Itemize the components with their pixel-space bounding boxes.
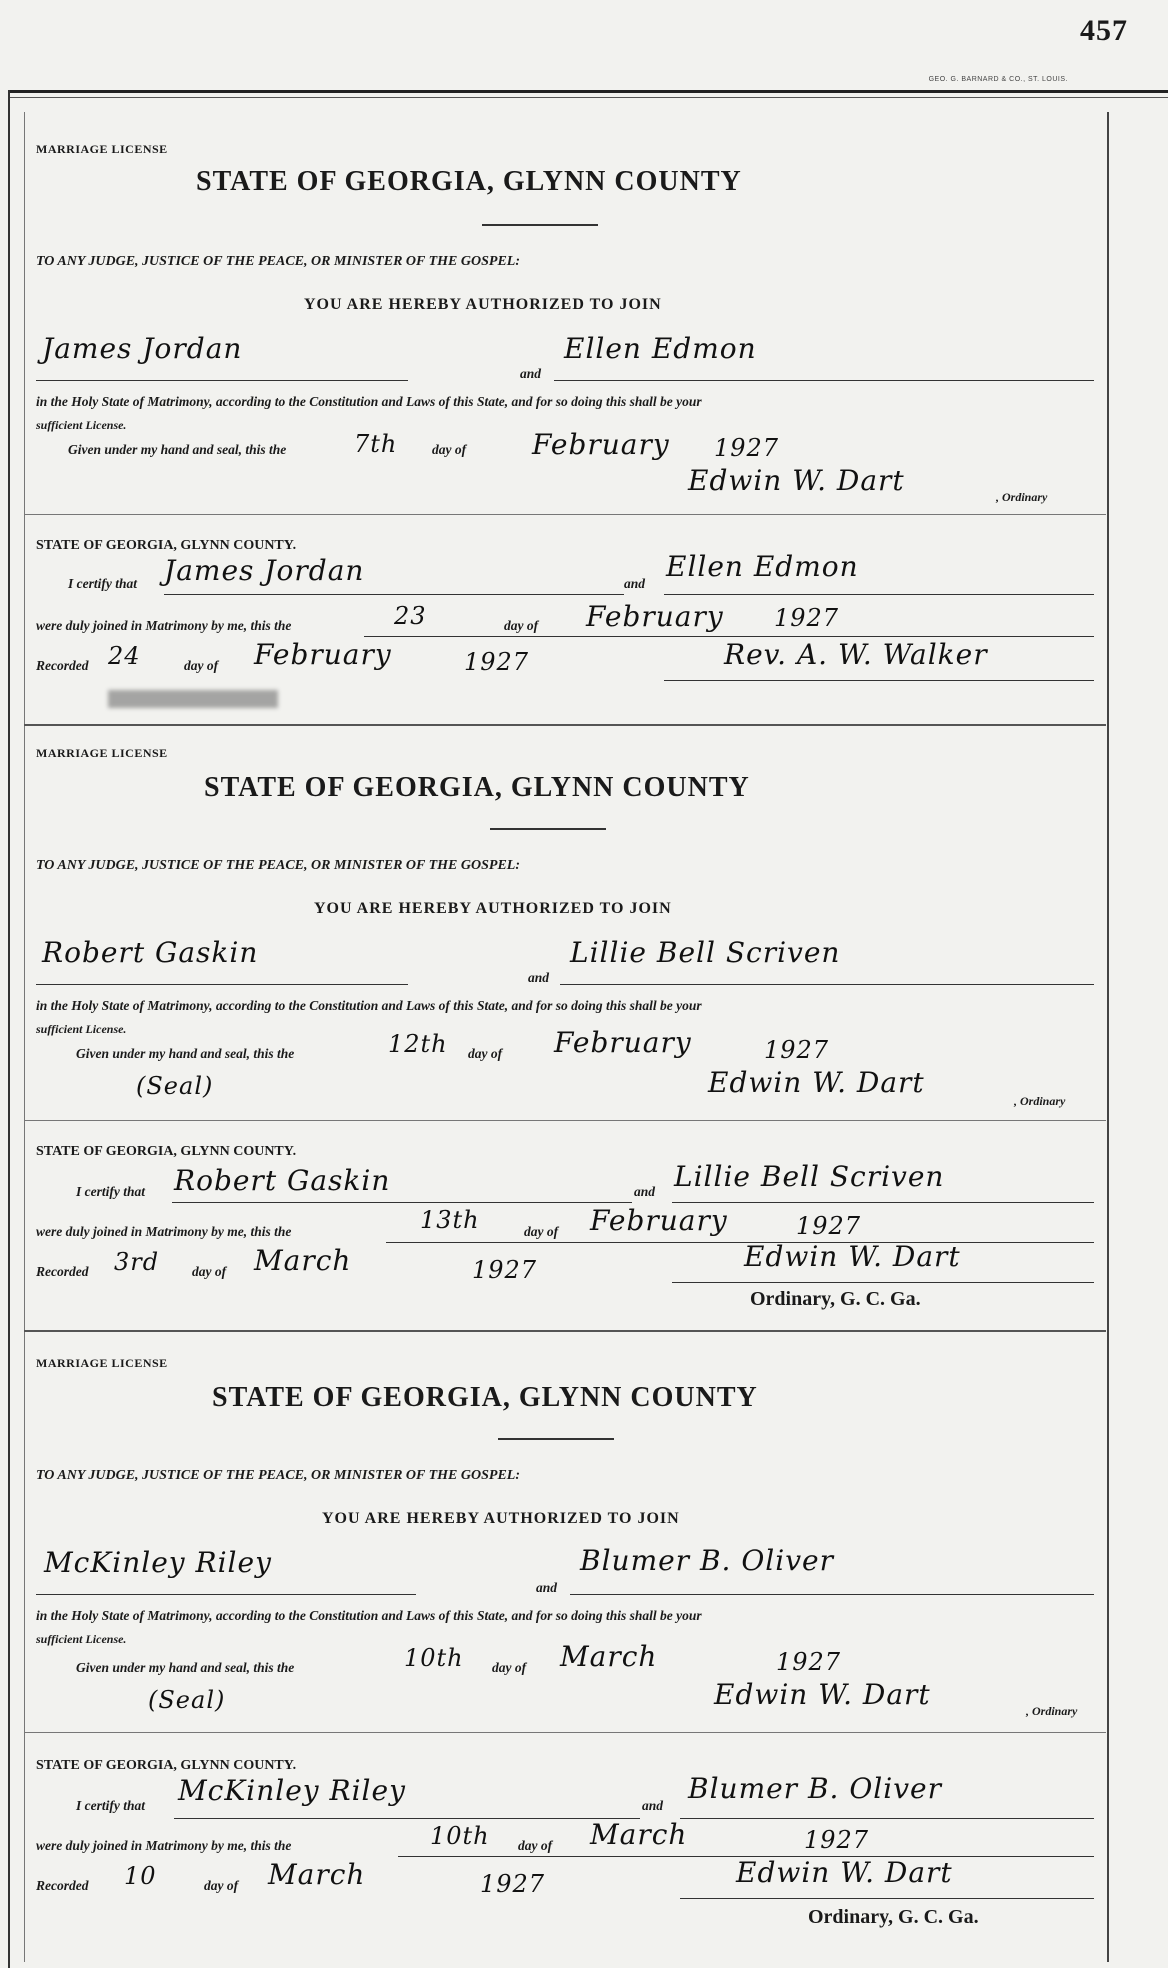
printer-mark: GEO. G. BARNARD & CO., ST. LOUIS. bbox=[928, 76, 1068, 83]
joined-label: were duly joined in Matrimony by me, this the bbox=[36, 1224, 292, 1239]
wed-day: 23 bbox=[394, 602, 427, 630]
license-title: STATE OF GEORGIA, GLYNN COUNTY bbox=[212, 1382, 758, 1413]
marriage-certificate-2 bbox=[24, 1120, 1106, 1332]
cert-heading: STATE OF GEORGIA, GLYNN COUNTY. bbox=[36, 1758, 297, 1773]
marriage-license-1 bbox=[24, 112, 1106, 515]
bride-name: Ellen Edmon bbox=[564, 332, 757, 365]
authorized-line: YOU ARE HEREBY AUTHORIZED TO JOIN bbox=[314, 900, 672, 917]
recorded-month: March bbox=[254, 1244, 352, 1277]
ordinary-signature: Edwin W. Dart bbox=[688, 464, 905, 497]
day-of-label: day of bbox=[184, 658, 219, 673]
ordinary-label: , Ordinary bbox=[996, 490, 1048, 504]
and-label: and bbox=[520, 366, 542, 381]
page-number: 457 bbox=[1080, 14, 1128, 47]
recorded-month: February bbox=[254, 638, 392, 671]
license-heading: MARRIAGE LICENSE bbox=[36, 1356, 168, 1370]
officiant-signature: Edwin W. Dart bbox=[744, 1240, 961, 1273]
wed-bride: Blumer B. Oliver bbox=[688, 1772, 942, 1805]
given-under-label: Given under my hand and seal, this the bbox=[76, 1660, 295, 1675]
wed-month: February bbox=[590, 1204, 728, 1237]
wed-year: 1927 bbox=[774, 604, 840, 632]
joined-label: were duly joined in Matrimony by me, this the bbox=[36, 618, 292, 633]
wed-groom: McKinley Riley bbox=[178, 1774, 406, 1807]
day-of-label: day of bbox=[192, 1264, 227, 1279]
given-under-label: Given under my hand and seal, this the bbox=[76, 1046, 295, 1061]
groom-line bbox=[36, 1594, 416, 1595]
day-of-label: day of bbox=[204, 1878, 239, 1893]
joined-line bbox=[364, 636, 1094, 637]
day-of-label: day of bbox=[524, 1224, 559, 1239]
license-heading: MARRIAGE LICENSE bbox=[36, 746, 168, 760]
wed-groom-line bbox=[164, 594, 624, 595]
authorized-line: YOU ARE HEREBY AUTHORIZED TO JOIN bbox=[322, 1510, 680, 1527]
license-heading: MARRIAGE LICENSE bbox=[36, 142, 168, 156]
groom-name: James Jordan bbox=[42, 332, 243, 365]
day-of-label: day of bbox=[432, 442, 467, 457]
bride-name: Blumer B. Oliver bbox=[580, 1544, 834, 1577]
addressee-line: TO ANY JUDGE, JUSTICE OF THE PEACE, OR MINISTER OF THE GOSPEL: bbox=[36, 1468, 520, 1483]
license-month: February bbox=[532, 428, 670, 461]
wed-month: March bbox=[590, 1818, 688, 1851]
cert-heading: STATE OF GEORGIA, GLYNN COUNTY. bbox=[36, 1144, 297, 1159]
addressee-line: TO ANY JUDGE, JUSTICE OF THE PEACE, OR MINISTER OF THE GOSPEL: bbox=[36, 858, 520, 873]
ordinary-label: , Ordinary bbox=[1026, 1704, 1078, 1718]
and-label: and bbox=[642, 1798, 664, 1813]
license-month: February bbox=[554, 1026, 692, 1059]
recorded-day: 10 bbox=[124, 1862, 157, 1890]
top-rule-thin bbox=[8, 97, 1168, 98]
marriage-certificate-3 bbox=[24, 1732, 1106, 1962]
groom-name: Robert Gaskin bbox=[42, 936, 259, 969]
license-year: 1927 bbox=[764, 1036, 830, 1064]
given-under-label: Given under my hand and seal, this the bbox=[68, 442, 287, 457]
ordinary-signature: Edwin W. Dart bbox=[708, 1066, 925, 1099]
license-day: 10th bbox=[404, 1644, 464, 1672]
top-rule bbox=[8, 90, 1168, 93]
cert-heading: STATE OF GEORGIA, GLYNN COUNTY. bbox=[36, 538, 297, 553]
groom-line bbox=[36, 984, 408, 985]
wed-groom-line bbox=[174, 1818, 640, 1819]
license-day: 7th bbox=[354, 430, 398, 458]
ordinary-label: , Ordinary bbox=[1014, 1094, 1066, 1108]
day-of-label: day of bbox=[492, 1660, 527, 1675]
groom-name: McKinley Riley bbox=[44, 1546, 272, 1579]
bride-name: Lillie Bell Scriven bbox=[570, 936, 841, 969]
ordinary-signature: Edwin W. Dart bbox=[714, 1678, 931, 1711]
wed-month: February bbox=[586, 600, 724, 633]
day-of-label: day of bbox=[504, 618, 539, 633]
matrimony-text: in the Holy State of Matrimony, according to the Constitution and Laws of this State, and for so doing this shall be your bbox=[36, 998, 702, 1013]
office-title: Ordinary, G. C. Ga. bbox=[750, 1288, 921, 1310]
recorded-year: 1927 bbox=[464, 648, 530, 676]
bride-line bbox=[570, 1594, 1094, 1595]
wed-groom-line bbox=[172, 1202, 632, 1203]
and-label: and bbox=[624, 576, 646, 591]
officiant-line bbox=[680, 1898, 1094, 1899]
office-title: Ordinary, G. C. Ga. bbox=[808, 1906, 979, 1928]
and-label: and bbox=[634, 1184, 656, 1199]
title-rule bbox=[490, 828, 606, 830]
groom-line bbox=[36, 380, 408, 381]
seal-note: (Seal) bbox=[136, 1072, 214, 1100]
license-year: 1927 bbox=[776, 1648, 842, 1676]
wed-day: 13th bbox=[420, 1206, 480, 1234]
title-rule bbox=[482, 224, 598, 226]
stamp-smudge bbox=[108, 690, 278, 708]
wed-year: 1927 bbox=[804, 1826, 870, 1854]
binding-margin bbox=[8, 90, 10, 1968]
license-day: 12th bbox=[388, 1030, 448, 1058]
marriage-certificate-1 bbox=[24, 514, 1106, 726]
day-of-label: day of bbox=[518, 1838, 553, 1853]
marriage-license-2 bbox=[24, 724, 1106, 1121]
recorded-label: Recorded bbox=[36, 658, 89, 673]
officiant-signature: Rev. A. W. Walker bbox=[724, 638, 988, 671]
license-month: March bbox=[560, 1640, 658, 1673]
wed-bride: Ellen Edmon bbox=[666, 550, 859, 583]
officiant-signature: Edwin W. Dart bbox=[736, 1856, 953, 1889]
license-year: 1927 bbox=[714, 434, 780, 462]
wed-groom: Robert Gaskin bbox=[174, 1164, 391, 1197]
recorded-year: 1927 bbox=[472, 1256, 538, 1284]
wed-day: 10th bbox=[430, 1822, 490, 1850]
bride-line bbox=[554, 380, 1094, 381]
matrimony-text: in the Holy State of Matrimony, according to the Constitution and Laws of this State, and for so doing this shall be your bbox=[36, 394, 702, 409]
joined-label: were duly joined in Matrimony by me, this the bbox=[36, 1838, 292, 1853]
certify-label: I certify that bbox=[68, 576, 137, 591]
certify-label: I certify that bbox=[76, 1184, 145, 1199]
matrimony-text: in the Holy State of Matrimony, according to the Constitution and Laws of this State, and for so doing this shall be your bbox=[36, 1608, 702, 1623]
wed-bride: Lillie Bell Scriven bbox=[674, 1160, 945, 1193]
addressee-line: TO ANY JUDGE, JUSTICE OF THE PEACE, OR MINISTER OF THE GOSPEL: bbox=[36, 254, 520, 269]
license-title: STATE OF GEORGIA, GLYNN COUNTY bbox=[196, 166, 742, 197]
recorded-label: Recorded bbox=[36, 1878, 89, 1893]
recorded-day: 24 bbox=[108, 642, 141, 670]
wed-bride-line bbox=[664, 594, 1094, 595]
day-of-label: day of bbox=[468, 1046, 503, 1061]
recorded-day: 3rd bbox=[114, 1248, 160, 1276]
recorded-label: Recorded bbox=[36, 1264, 89, 1279]
wed-bride-line bbox=[680, 1818, 1094, 1819]
and-label: and bbox=[528, 970, 550, 985]
officiant-line bbox=[672, 1282, 1094, 1283]
sufficient-license: sufficient License. bbox=[36, 1632, 127, 1646]
wed-year: 1927 bbox=[796, 1212, 862, 1240]
bride-line bbox=[560, 984, 1094, 985]
officiant-line bbox=[664, 680, 1094, 681]
wed-bride-line bbox=[672, 1202, 1094, 1203]
certify-label: I certify that bbox=[76, 1798, 145, 1813]
and-label: and bbox=[536, 1580, 558, 1595]
sufficient-license: sufficient License. bbox=[36, 418, 127, 432]
joined-line bbox=[386, 1242, 1094, 1243]
sufficient-license: sufficient License. bbox=[36, 1022, 127, 1036]
title-rule bbox=[498, 1438, 614, 1440]
seal-note: (Seal) bbox=[148, 1686, 226, 1714]
recorded-month: March bbox=[268, 1858, 366, 1891]
recorded-year: 1927 bbox=[480, 1870, 546, 1898]
authorized-line: YOU ARE HEREBY AUTHORIZED TO JOIN bbox=[304, 296, 662, 313]
marriage-license-3 bbox=[24, 1330, 1106, 1733]
wed-groom: James Jordan bbox=[164, 554, 365, 587]
license-title: STATE OF GEORGIA, GLYNN COUNTY bbox=[204, 772, 750, 803]
